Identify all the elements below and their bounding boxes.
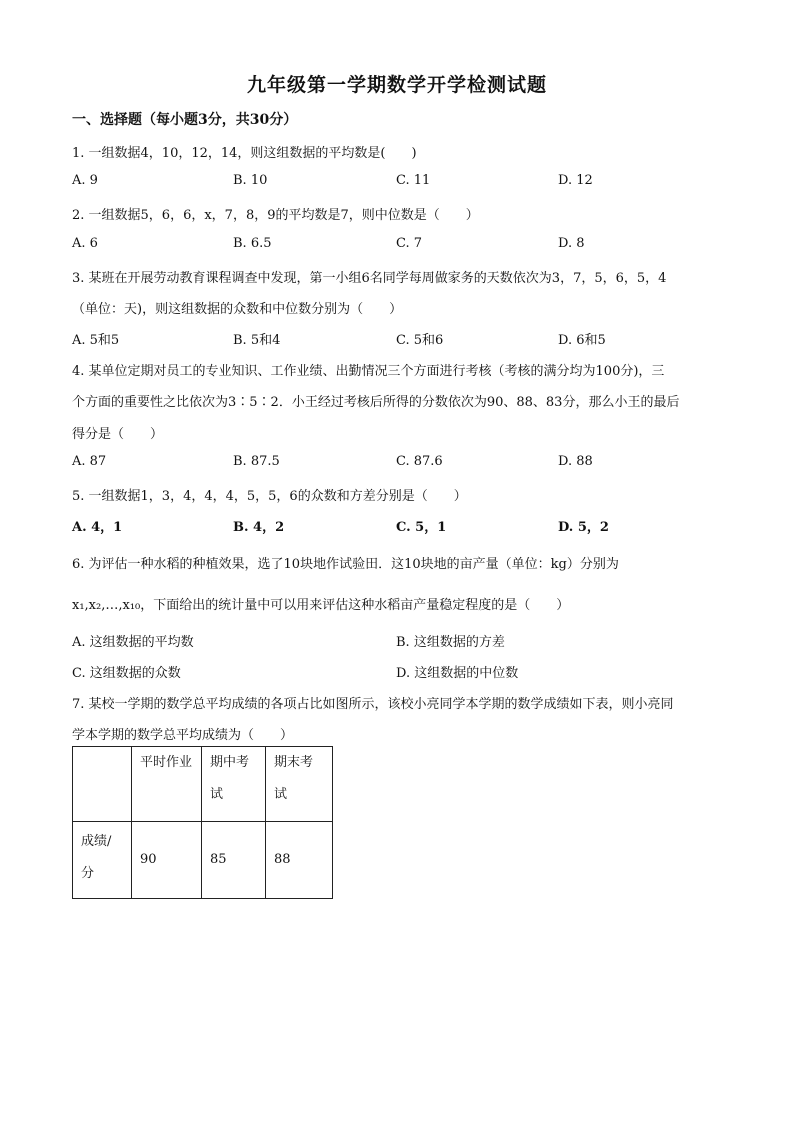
- q4-option-a: A. 87: [72, 454, 107, 469]
- q2-option-b: B. 6.5: [233, 236, 272, 251]
- table-cell: 85: [202, 822, 266, 899]
- question-6-line-1: 6. 为评估一种水稻的种植效果，选了10块地作试验田．这10块地的亩产量（单位：kg）分别为: [72, 557, 619, 572]
- table-row-label: 成绩/分: [73, 822, 132, 899]
- question-1-text: 1. 一组数据4，10，12，14，则这组数据的平均数是( ): [72, 146, 417, 161]
- q4-option-c: C. 87.6: [396, 454, 443, 469]
- q6-option-b: B. 这组数据的方差: [396, 635, 505, 650]
- q5-option-a: A. 4，1: [72, 520, 123, 535]
- q2-option-d: D. 8: [558, 236, 585, 251]
- q4-option-b: B. 87.5: [233, 454, 280, 469]
- q2-option-a: A. 6: [72, 236, 98, 251]
- table-row: [73, 822, 333, 899]
- q2-option-c: C. 7: [396, 236, 423, 251]
- q1-option-c: C. 11: [396, 173, 431, 188]
- q5-option-d: D. 5，2: [558, 520, 609, 535]
- table-header-cell: 期末考试: [266, 747, 333, 822]
- question-5-text: 5. 一组数据1，3，4，4，4，5，5，6的众数和方差分别是（ ）: [72, 489, 467, 504]
- q3-option-d: D. 6和5: [558, 333, 606, 348]
- q3-option-a: A. 5和5: [72, 333, 120, 348]
- q5-option-b: B. 4，2: [233, 520, 285, 535]
- question-4-line-2: 个方面的重要性之比依次为3∶5∶2．小王经过考核后所得的分数依次为90、88、83分，那么小王的最后: [72, 395, 680, 410]
- question-3-line-1: 3. 某班在开展劳动教育课程调查中发现，第一小组6名同学每周做家务的天数依次为3，7，5，6，5，4: [72, 271, 667, 286]
- q6-option-d: D. 这组数据的中位数: [396, 666, 519, 681]
- page-title: 九年级第一学期数学开学检测试题: [246, 74, 547, 96]
- question-4-line-3: 得分是（ ）: [72, 427, 164, 442]
- q4-option-d: D. 88: [558, 454, 593, 469]
- table-header-cell: 平时作业: [132, 747, 202, 822]
- question-3-line-2: （单位：天)，则这组数据的众数和中位数分别为（ ）: [72, 302, 403, 317]
- table-cell: 90: [132, 822, 202, 899]
- q1-option-a: A. 9: [72, 173, 98, 188]
- table-header-row: [73, 747, 333, 822]
- question-7-line-1: 7. 某校一学期的数学总平均成绩的各项占比如图所示，该校小亮同学本学期的数学成绩如下表，则小亮同: [72, 697, 674, 712]
- q3-option-c: C. 5和6: [396, 333, 444, 348]
- question-4-line-1: 4. 某单位定期对员工的专业知识、工作业绩、出勤情况三个方面进行考核（考核的满分均为100分)，三: [72, 364, 665, 379]
- q1-option-b: B. 10: [233, 173, 268, 188]
- table-corner-cell: [73, 747, 132, 822]
- section-heading: 一、选择题（每小题3分，共30分）: [72, 112, 298, 128]
- question-2-text: 2. 一组数据5，6，6，x，7，8，9的平均数是7，则中位数是（ ）: [72, 208, 479, 223]
- score-table: [72, 746, 333, 899]
- table-header-cell: 期中考试: [202, 747, 266, 822]
- q5-option-c: C. 5，1: [396, 520, 447, 535]
- table-cell: 88: [266, 822, 333, 899]
- q1-option-d: D. 12: [558, 173, 593, 188]
- q6-option-a: A. 这组数据的平均数: [72, 635, 194, 650]
- q6-option-c: C. 这组数据的众数: [72, 666, 181, 681]
- question-6-line-2: x₁,x₂,…,x₁₀，下面给出的统计量中可以用来评估这种水稻亩产量稳定程度的是（ ）: [72, 598, 570, 613]
- question-7-line-2: 学本学期的数学总平均成绩为（ ）: [72, 728, 294, 743]
- q3-option-b: B. 5和4: [233, 333, 281, 348]
